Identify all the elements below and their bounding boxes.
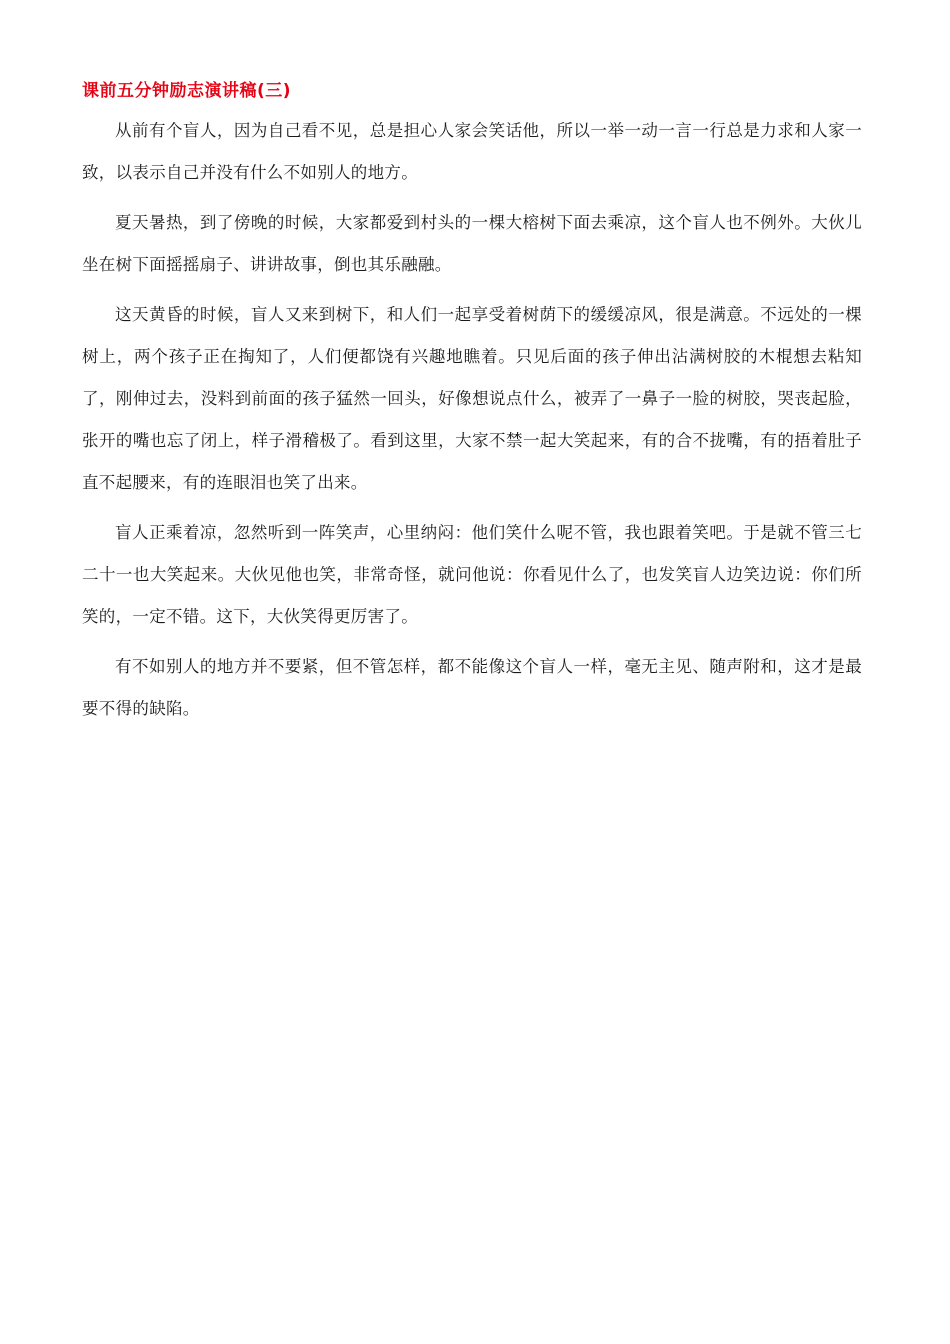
document-title: 课前五分钟励志演讲稿(三)	[82, 81, 292, 101]
paragraph-4: 盲人正乘着凉，忽然听到一阵笑声，心里纳闷：他们笑什么呢不管，我也跟着笑吧。于是就不管三七二十一也大笑起来。大伙见他也笑，非常奇怪，就问他说：你看见什么了，也发笑盲人边笑边说：你们所笑的，一定不错。这下，大伙笑得更厉害了。	[82, 523, 862, 626]
paragraph-3: 这天黄昏的时候，盲人又来到树下，和人们一起享受着树荫下的缓缓凉风，很是满意。不远处的一棵树上，两个孩子正在掏知了，人们便都饶有兴趣地瞧着。只见后面的孩子伸出沾满树胶的木棍想去粘知了，刚伸过去，没料到前面的孩子猛然一回头，好像想说点什么，被弄了一鼻子一脸的树胶，哭丧起脸，张开的嘴也忘了闭上，样子滑稽极了。看到这里，大家不禁一起大笑起来，有的合不拢嘴，有的捂着肚子直不起腰来，有的连眼泪也笑了出来。	[82, 305, 862, 492]
paragraph-1: 从前有个盲人，因为自己看不见，总是担心人家会笑话他，所以一举一动一言一行总是力求和人家一致，以表示自己并没有什么不如别人的地方。	[82, 121, 862, 182]
document-body	[82, 78, 862, 738]
paragraph-5: 有不如别人的地方并不要紧，但不管怎样，都不能像这个盲人一样，毫无主见、随声附和，这才是最要不得的缺陷。	[82, 657, 862, 718]
paragraph-2: 夏天暑热，到了傍晚的时候，大家都爱到村头的一棵大榕树下面去乘凉，这个盲人也不例外。大伙儿坐在树下面摇摇扇子、讲讲故事，倒也其乐融融。	[82, 213, 862, 274]
